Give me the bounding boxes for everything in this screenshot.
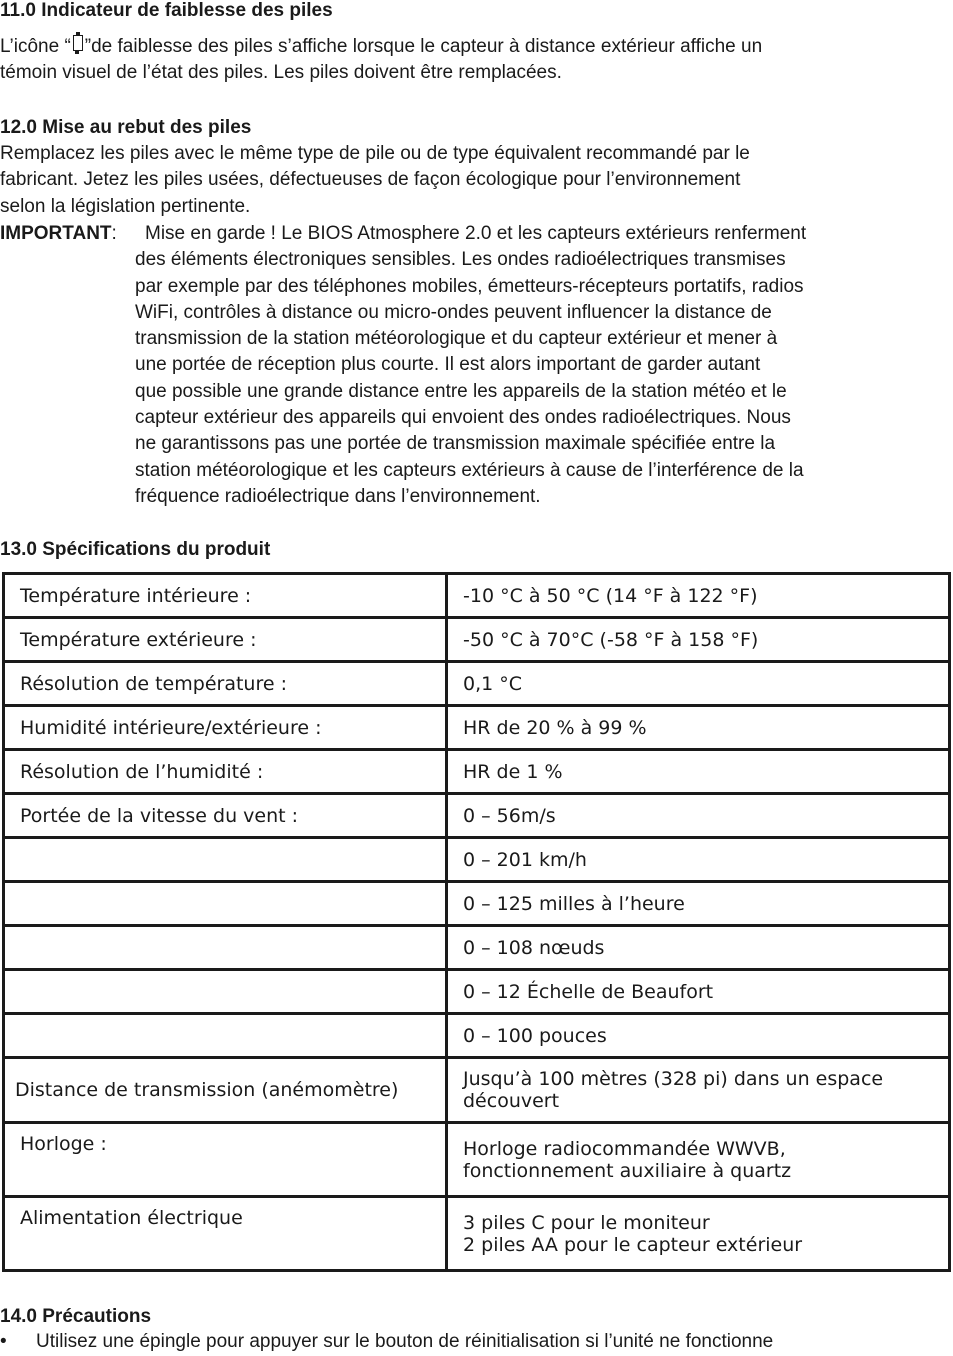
spec-label	[4, 838, 447, 882]
important-line: ne garantissons pas une portée de transmission maximale spécifiée entre la	[135, 433, 776, 455]
spec-label: Distance de transmission (anémomètre)	[4, 1058, 447, 1123]
table-row	[4, 926, 950, 970]
spec-value: HR de 20 % à 99 %	[447, 706, 950, 750]
spec-label: Alimentation électrique	[4, 1197, 447, 1271]
spec-label	[4, 882, 447, 926]
spec-value: 0 – 201 km/h	[447, 838, 950, 882]
section-11-heading: 11.0 Indicateur de faiblesse des piles	[0, 0, 333, 21]
spec-value: 0 – 56m/s	[447, 794, 950, 838]
spec-label: Horloge :	[4, 1123, 447, 1197]
section-11-line-1: L’icône “ ”de faiblesse des piles s’affiche lorsque le capteur à distance extérieur affiche un	[0, 32, 762, 60]
table-row	[4, 1058, 950, 1123]
spec-value: 0 – 12 Échelle de Beaufort	[447, 970, 950, 1014]
section-12-line: selon la législation pertinente.	[0, 195, 251, 217]
spec-label: Résolution de l’humidité :	[4, 750, 447, 794]
section-12-line: fabricant. Jetez les piles usées, défectueuses de façon écologique pour l’environnement	[0, 169, 741, 191]
spec-value: 0 – 100 pouces	[447, 1014, 950, 1058]
table-row	[4, 706, 950, 750]
spec-value: HR de 1 %	[447, 750, 950, 794]
spec-label: Portée de la vitesse du vent :	[4, 794, 447, 838]
table-row	[4, 1014, 950, 1058]
specifications-table	[2, 572, 951, 1272]
important-line: une portée de réception plus courte. Il est alors important de garder autant	[135, 354, 761, 376]
table-row	[4, 574, 950, 618]
section-14-heading: 14.0 Précautions	[0, 1306, 152, 1327]
table-row	[4, 882, 950, 926]
spec-value: 0 – 108 nœuds	[447, 926, 950, 970]
section-13-heading: 13.0 Spécifications du produit	[0, 539, 271, 560]
battery-low-icon	[72, 32, 84, 56]
important-line: des éléments électroniques sensibles. Les ondes radioélectriques transmises	[135, 249, 786, 271]
table-row	[4, 618, 950, 662]
table-row	[4, 750, 950, 794]
section-12-heading: 12.0 Mise au rebut des piles	[0, 117, 252, 138]
table-row	[4, 662, 950, 706]
spec-value: -10 °C à 50 °C (14 °F à 122 °F)	[447, 574, 950, 618]
spec-value: Horloge radiocommandée WWVB, fonctionnement auxiliaire à quartz	[447, 1123, 950, 1197]
spec-label	[4, 1014, 447, 1058]
section-11-line-2: témoin visuel de l’état des piles. Les piles doivent être remplacées.	[0, 62, 562, 83]
spec-label	[4, 926, 447, 970]
spec-label: Humidité intérieure/extérieure :	[4, 706, 447, 750]
important-label: IMPORTANT:	[0, 223, 117, 244]
spec-value: 0,1 °C	[447, 662, 950, 706]
spec-value: Jusqu’à 100 mètres (328 pi) dans un espace découvert	[447, 1058, 950, 1123]
important-line: capteur extérieur des appareils qui envoient des ondes radioélectriques. Nous	[135, 407, 791, 429]
important-line: Mise en garde ! Le BIOS Atmosphere 2.0 et les capteurs extérieurs renferment	[145, 223, 807, 244]
spec-value: 0 – 125 milles à l’heure	[447, 882, 950, 926]
spec-value: -50 °C à 70°C (-58 °F à 158 °F)	[447, 618, 950, 662]
table-row	[4, 1123, 950, 1197]
table-row	[4, 1197, 950, 1271]
table-row	[4, 838, 950, 882]
important-line: transmission de la station météorologique et du capteur extérieur et mener à	[135, 328, 778, 350]
spec-label: Température intérieure :	[4, 574, 447, 618]
important-notice	[135, 221, 806, 510]
precaution-item: • Utilisez une épingle pour appuyer sur le bouton de réinitialisation si l’unité ne fonctionne	[0, 1329, 773, 1355]
important-line: fréquence radioélectrique dans l’environnement.	[135, 485, 541, 507]
important-line: par exemple par des téléphones mobiles, émetteurs-récepteurs portatifs, radios	[135, 275, 804, 297]
spec-label: Résolution de température :	[4, 662, 447, 706]
bullet-icon: •	[0, 1331, 7, 1352]
table-row	[4, 794, 950, 838]
important-line: que possible une grande distance entre les appareils de la station météo et le	[135, 380, 787, 402]
important-line: station météorologique et les capteurs extérieurs à cause de l’interférence de la	[135, 459, 804, 481]
important-line: WiFi, contrôles à distance ou micro-ondes peuvent influencer la distance de	[135, 301, 772, 323]
spec-label	[4, 970, 447, 1014]
section-11-body	[0, 32, 762, 86]
spec-label: Température extérieure :	[4, 618, 447, 662]
table-row	[4, 970, 950, 1014]
section-12-body	[0, 141, 750, 220]
section-12-line: Remplacez les piles avec le même type de pile ou de type équivalent recommandé par le	[0, 143, 750, 164]
spec-value: 3 piles C pour le moniteur 2 piles AA pour le capteur extérieur	[447, 1197, 950, 1271]
